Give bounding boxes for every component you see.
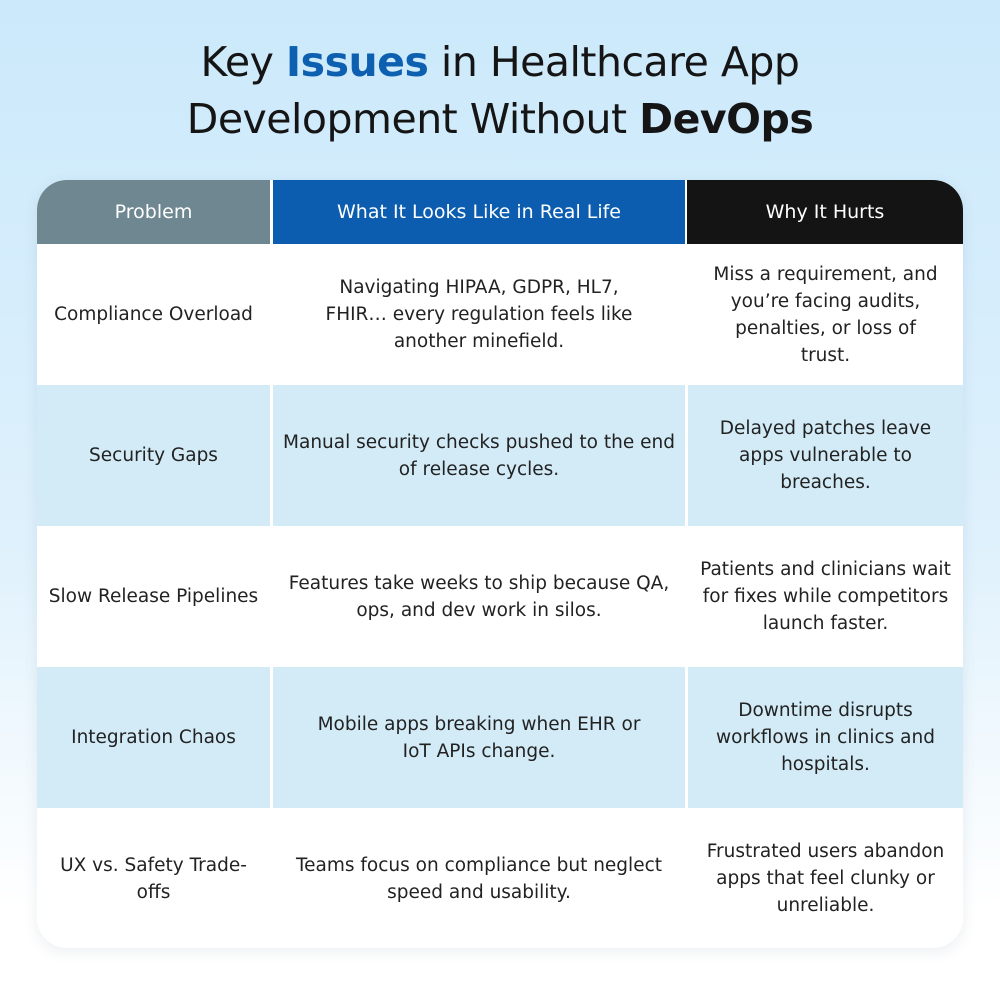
cell-problem: Integration Chaos <box>37 667 270 808</box>
cell-real-life: Mobile apps breaking when EHR or IoT APIs change. <box>270 667 685 808</box>
cell-problem: Compliance Overload <box>37 244 270 385</box>
title-text: in Healthcare App <box>428 38 800 86</box>
title-strong: DevOps <box>639 95 814 143</box>
cell-why: Patients and clinicians wait for fixes while competitors launch faster. <box>685 526 963 667</box>
cell-real-life: Features take weeks to ship because QA, ops, and dev work in silos. <box>270 526 685 667</box>
page-title <box>0 34 1000 148</box>
cell-real-life: Navigating HIPAA, GDPR, HL7, FHIR… every regulation feels like another minefield. <box>270 244 685 385</box>
title-accent: Issues <box>285 38 429 86</box>
table-header <box>37 180 963 244</box>
table-row <box>37 244 963 385</box>
cell-why: Downtime disrupts workflows in clinics and hospitals. <box>685 667 963 808</box>
table-row <box>37 667 963 808</box>
header-real-life: What It Looks Like in Real Life <box>270 180 685 244</box>
cell-real-life: Manual security checks pushed to the end of release cycles. <box>270 385 685 526</box>
header-why-it-hurts: Why It Hurts <box>685 180 963 244</box>
title-text: Development Without <box>186 95 640 143</box>
cell-problem: UX vs. Safety Trade-offs <box>37 808 270 948</box>
cell-why: Delayed patches leave apps vulnerable to breaches. <box>685 385 963 526</box>
title-line-2 <box>0 91 1000 148</box>
table-row <box>37 526 963 667</box>
cell-problem: Security Gaps <box>37 385 270 526</box>
table-row <box>37 808 963 948</box>
issues-table <box>37 180 963 948</box>
cell-why: Frustrated users abandon apps that feel clunky or unreliable. <box>685 808 963 948</box>
cell-real-life: Teams focus on compliance but neglect speed and usability. <box>270 808 685 948</box>
table-row <box>37 385 963 526</box>
title-text: Key <box>200 38 286 86</box>
header-problem: Problem <box>37 180 270 244</box>
cell-why: Miss a requirement, and you’re facing audits, penalties, or loss of trust. <box>685 244 963 385</box>
cell-problem: Slow Release Pipelines <box>37 526 270 667</box>
title-line-1 <box>0 34 1000 91</box>
